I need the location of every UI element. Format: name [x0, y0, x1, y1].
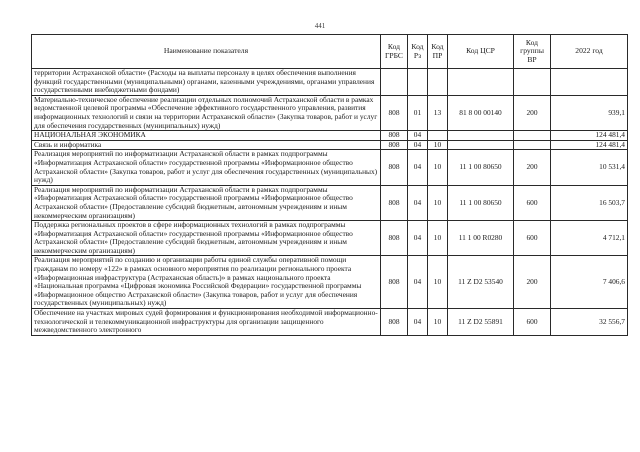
row-csr: 11 Z D2 53540: [448, 256, 514, 309]
row-vr: 600: [514, 221, 551, 256]
row-vr: [514, 131, 551, 141]
row-grbs: [381, 69, 408, 96]
row-grbs: 808: [381, 140, 408, 150]
page-number: 441: [314, 22, 326, 30]
header-vr: Код группы ВР: [514, 35, 551, 69]
row-csr: [448, 69, 514, 96]
row-grbs: 808: [381, 185, 408, 220]
row-vr: [514, 140, 551, 150]
row-name: территории Астраханской области» (Расходы на выплаты персоналу в целях обеспечения выполнения функций государственными (муниципальными) органами, казенными учреждениями, органами управления государственными внебюджетными фондами): [32, 69, 381, 96]
row-rz: 04: [408, 140, 428, 150]
row-grbs: 808: [381, 131, 408, 141]
row-name: Реализация мероприятий по информатизации Астраханской области в рамках подпрограммы «Информатизация Астраханской области» государственной программы «Информационное общество Астраханской области» (Закупка товаров, работ и услуг для обеспечения государственных (муниципальных) нужд): [32, 150, 381, 185]
row-rz: 04: [408, 131, 428, 141]
header-grbs: Код ГРБС: [381, 35, 408, 69]
row-name: НАЦИОНАЛЬНАЯ ЭКОНОМИКА: [32, 131, 381, 141]
table-row: [32, 95, 628, 130]
row-name: Реализация мероприятий по созданию и организации работы единой службы оперативной помощи гражданам по номеру «122» в рамках основного мероприятия по реализации регионального проекта «Информационная инфраструктура (Астраханская область)» в рамках национального проекта «Национальная программа «Цифровая экономика Российской Федерации» государственной программы «Информационное общество Астраханской области» (Закупка товаров, работ и услуг для обеспечения государственных (муниципальных) нужд): [32, 256, 381, 309]
table-row: [32, 221, 628, 256]
header-name: Наименование показателя: [32, 35, 381, 69]
row-name: Реализация мероприятий по информатизации Астраханской области в рамках подпрограммы «Информатизация Астраханской области» государственной программы «Информационное общество Астраханской области» (Предоставление субсидий бюджетным, автономным учреждениям и иным некоммерческим организациям): [32, 185, 381, 220]
header-pr: Код ПР: [428, 35, 448, 69]
row-vr: 600: [514, 185, 551, 220]
row-vr: 200: [514, 95, 551, 130]
row-pr: [428, 69, 448, 96]
row-csr: 11 1 00 80650: [448, 150, 514, 185]
header-amount: 2022 год: [551, 35, 628, 69]
row-csr: 81 8 00 00140: [448, 95, 514, 130]
row-pr: 10: [428, 309, 448, 336]
header-rz: Код Рз: [408, 35, 428, 69]
row-amount: 10 531,4: [551, 150, 628, 185]
row-vr: 200: [514, 150, 551, 185]
row-rz: 04: [408, 185, 428, 220]
row-name: Обеспечение на участках мировых судей формирования и функционирования необходимой информационно-технологической и телекоммуникационной инфраструктуры для организации защищенного межведомственного электронного: [32, 309, 381, 336]
row-pr: [428, 131, 448, 141]
row-amount: [551, 69, 628, 96]
row-rz: 01: [408, 95, 428, 130]
table-row: [32, 309, 628, 336]
table-row: [32, 131, 628, 141]
row-pr: 10: [428, 221, 448, 256]
row-grbs: 808: [381, 256, 408, 309]
row-grbs: 808: [381, 150, 408, 185]
row-csr: 11 1 00 80650: [448, 185, 514, 220]
row-grbs: 808: [381, 95, 408, 130]
row-pr: 10: [428, 185, 448, 220]
row-csr: 11 1 00 R0280: [448, 221, 514, 256]
table-header-row: [32, 35, 628, 69]
row-amount: 939,1: [551, 95, 628, 130]
row-grbs: 808: [381, 221, 408, 256]
budget-table: [31, 34, 628, 336]
row-name: Связь и информатика: [32, 140, 381, 150]
row-amount: 7 406,6: [551, 256, 628, 309]
table-row: [32, 256, 628, 309]
row-vr: 200: [514, 256, 551, 309]
row-amount: 32 556,7: [551, 309, 628, 336]
row-rz: 04: [408, 221, 428, 256]
row-pr: 10: [428, 150, 448, 185]
row-amount: 124 481,4: [551, 140, 628, 150]
row-pr: 13: [428, 95, 448, 130]
row-rz: [408, 69, 428, 96]
row-pr: 10: [428, 140, 448, 150]
header-csr: Код ЦСР: [448, 35, 514, 69]
row-rz: 04: [408, 309, 428, 336]
row-grbs: 808: [381, 309, 408, 336]
row-amount: 16 503,7: [551, 185, 628, 220]
row-vr: 600: [514, 309, 551, 336]
row-name: Поддержка региональных проектов в сфере информационных технологий в рамках подпрограммы «Информатизация Астраханской области» государственной программы «Информационное общество Астраханской области» (Предоставление субсидий бюджетным, автономным учреждениям и иным некоммерческим организациям): [32, 221, 381, 256]
row-name: Материально-техническое обеспечение реализации отдельных полномочий Астраханской области в рамках ведомственной целевой программы «Обеспечение эффективного государственного управления, развития информационных технологий и связи на территории Астраханской области» (Закупка товаров, работ и услуг для обеспечения государственных (муниципальных) нужд): [32, 95, 381, 130]
row-rz: 04: [408, 256, 428, 309]
row-rz: 04: [408, 150, 428, 185]
row-amount: 4 712,1: [551, 221, 628, 256]
row-vr: [514, 69, 551, 96]
row-csr: 11 Z D2 55891: [448, 309, 514, 336]
table-row: [32, 150, 628, 185]
row-amount: 124 481,4: [551, 131, 628, 141]
table-row: [32, 69, 628, 96]
table-row: [32, 185, 628, 220]
table-row: [32, 140, 628, 150]
row-csr: [448, 140, 514, 150]
row-csr: [448, 131, 514, 141]
row-pr: 10: [428, 256, 448, 309]
